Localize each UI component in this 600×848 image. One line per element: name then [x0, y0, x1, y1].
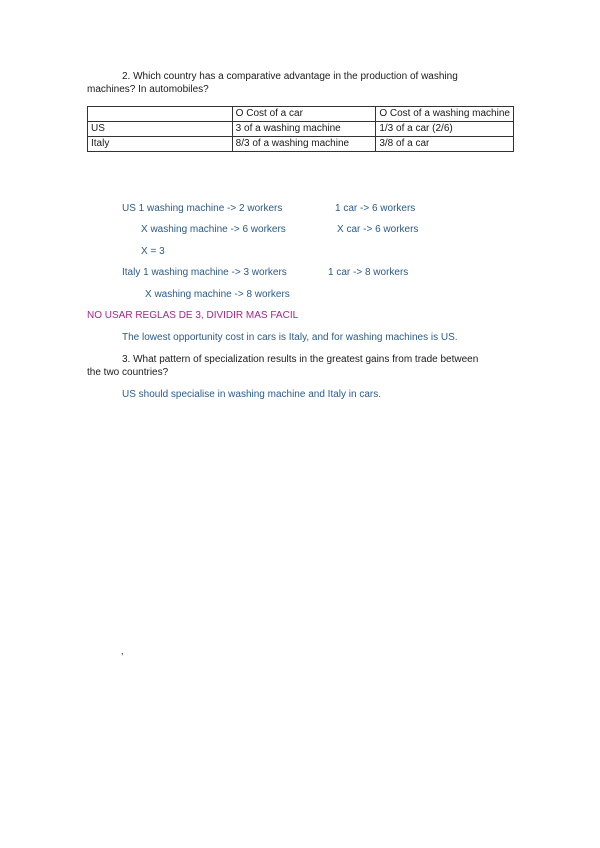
question-3-line-2: the two countries? — [87, 367, 169, 378]
table-row — [88, 122, 514, 137]
work-italy-car: 1 car -> 8 workers — [328, 267, 409, 278]
table-cell: 8/3 of a washing machine — [232, 137, 376, 152]
table-header-cell — [88, 107, 233, 122]
stray-mark: , — [121, 646, 124, 656]
work-x-car: X car -> 6 workers — [337, 224, 419, 235]
table-cell: 3 of a washing machine — [232, 122, 376, 137]
table-cell: 3/8 of a car — [376, 137, 514, 152]
table-cell: US — [88, 122, 233, 137]
table-row — [88, 137, 514, 152]
answer-2: The lowest opportunity cost in cars is Italy, and for washing machines is US. — [122, 332, 458, 343]
question-2-line-2: machines? In automobiles? — [87, 84, 209, 95]
table-header-cell: O Cost of a washing machine — [376, 107, 514, 122]
work-x-washing: X washing machine -> 6 workers — [141, 224, 286, 235]
question-2-line-1: 2. Which country has a comparative advantage in the production of washing — [122, 71, 458, 82]
work-us-car: 1 car -> 6 workers — [335, 203, 416, 214]
table-cell: 1/3 of a car (2/6) — [376, 122, 514, 137]
opportunity-cost-table — [87, 106, 514, 152]
work-italy-washing: Italy 1 washing machine -> 3 workers — [122, 267, 287, 278]
work-x2-washing: X washing machine -> 8 workers — [145, 289, 290, 300]
question-3-line-1: 3. What pattern of specialization results in the greatest gains from trade between — [122, 354, 479, 365]
table-cell: Italy — [88, 137, 233, 152]
spanish-note: NO USAR REGLAS DE 3, DIVIDIR MAS FACIL — [87, 310, 299, 321]
work-us-washing: US 1 washing machine -> 2 workers — [122, 203, 283, 214]
answer-3: US should specialise in washing machine and Italy in cars. — [122, 389, 382, 400]
work-x-equals: X = 3 — [141, 246, 165, 257]
table-header-row — [88, 107, 514, 122]
table-header-cell: O Cost of a car — [232, 107, 376, 122]
